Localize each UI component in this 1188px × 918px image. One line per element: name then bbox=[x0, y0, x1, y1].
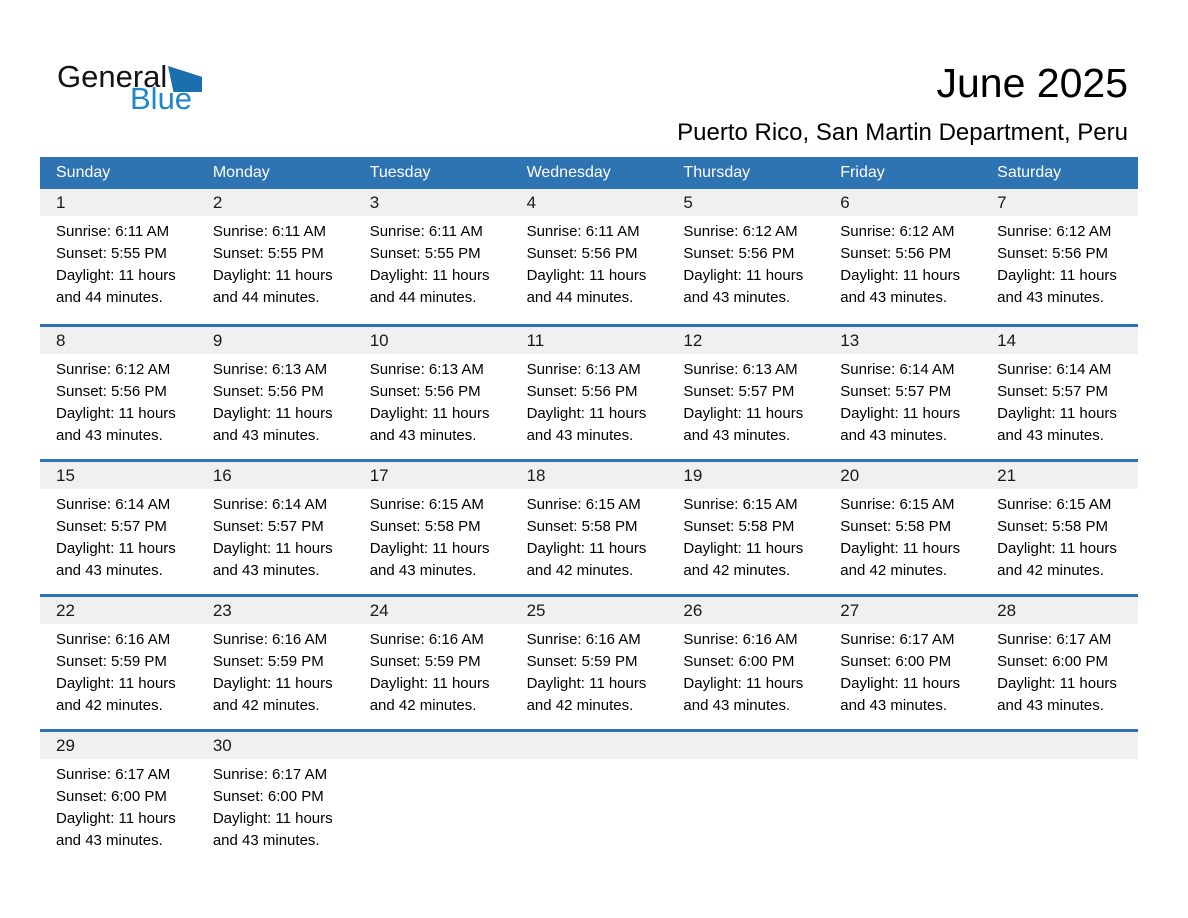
detail-line: Sunrise: 6:17 AM bbox=[56, 766, 171, 783]
detail-line: Sunrise: 6:11 AM bbox=[369, 223, 483, 240]
detail-line: and 43 minutes. bbox=[683, 289, 791, 306]
detail-line: Daylight: 11 hours bbox=[526, 405, 647, 422]
dow-header-saturday: Saturday bbox=[997, 164, 1062, 181]
day-cell bbox=[197, 462, 354, 594]
day-details bbox=[511, 624, 668, 717]
detail-line: and 42 minutes. bbox=[526, 562, 634, 579]
detail-line: Sunset: 5:56 PM bbox=[683, 245, 795, 262]
day-number: 21 bbox=[981, 462, 1138, 489]
day-cell bbox=[511, 327, 668, 459]
month-title: June 2025 bbox=[936, 60, 1128, 106]
detail-line: Daylight: 11 hours bbox=[369, 540, 490, 557]
detail-line: Sunset: 5:59 PM bbox=[526, 653, 638, 670]
day-number: 20 bbox=[824, 462, 981, 489]
empty-day-cell bbox=[354, 732, 511, 864]
location-subtitle: Puerto Rico, San Martin Department, Peru bbox=[677, 119, 1128, 146]
detail-line: and 43 minutes. bbox=[212, 562, 320, 579]
detail-line: Sunset: 5:57 PM bbox=[56, 518, 167, 535]
day-number: 24 bbox=[354, 597, 511, 624]
detail-line: and 43 minutes. bbox=[212, 832, 320, 849]
calendar-weeks bbox=[40, 189, 1138, 864]
detail-line: Sunrise: 6:14 AM bbox=[212, 496, 328, 513]
day-number: 26 bbox=[667, 597, 824, 624]
detail-line: and 43 minutes. bbox=[683, 427, 791, 444]
detail-line: Sunrise: 6:16 AM bbox=[683, 631, 798, 648]
day-details bbox=[981, 489, 1138, 582]
detail-line: and 42 minutes. bbox=[212, 697, 320, 714]
detail-line: Sunrise: 6:16 AM bbox=[212, 631, 328, 648]
day-cell bbox=[354, 597, 511, 729]
day-cell bbox=[667, 462, 824, 594]
detail-line: Sunrise: 6:14 AM bbox=[840, 361, 955, 378]
logo-text-general: General bbox=[57, 59, 168, 94]
day-number: 14 bbox=[981, 327, 1138, 354]
empty-day-cell bbox=[511, 732, 668, 864]
day-number: 22 bbox=[40, 597, 197, 624]
detail-line: Sunset: 5:56 PM bbox=[212, 383, 324, 400]
day-details bbox=[824, 354, 981, 447]
detail-line: and 43 minutes. bbox=[56, 427, 163, 444]
detail-line: Sunset: 6:00 PM bbox=[997, 653, 1109, 670]
calendar-table bbox=[40, 157, 1138, 864]
day-details bbox=[40, 624, 197, 717]
detail-line: Sunrise: 6:12 AM bbox=[840, 223, 955, 240]
day-cell bbox=[667, 189, 824, 324]
day-cell bbox=[197, 327, 354, 459]
detail-line: Sunset: 5:56 PM bbox=[526, 383, 638, 400]
detail-line: Sunrise: 6:11 AM bbox=[526, 223, 640, 240]
detail-line: Daylight: 11 hours bbox=[56, 810, 176, 827]
dow-header-sunday: Sunday bbox=[56, 164, 111, 181]
day-number: 1 bbox=[40, 189, 197, 216]
dow-header-thursday: Thursday bbox=[683, 164, 751, 181]
week-row bbox=[40, 324, 1138, 459]
day-details bbox=[40, 759, 197, 852]
day-details bbox=[667, 489, 824, 582]
detail-line: and 42 minutes. bbox=[369, 697, 477, 714]
day-cell bbox=[197, 189, 354, 324]
day-number: 11 bbox=[511, 327, 668, 354]
detail-line: Daylight: 11 hours bbox=[369, 405, 490, 422]
detail-line: Sunrise: 6:15 AM bbox=[369, 496, 484, 513]
detail-line: Daylight: 11 hours bbox=[526, 675, 647, 692]
day-number bbox=[354, 732, 511, 759]
detail-line: Daylight: 11 hours bbox=[683, 405, 804, 422]
detail-line: Sunset: 5:58 PM bbox=[369, 518, 481, 535]
empty-day-cell bbox=[667, 732, 824, 864]
day-number: 13 bbox=[824, 327, 981, 354]
day-number: 27 bbox=[824, 597, 981, 624]
detail-line: Daylight: 11 hours bbox=[212, 675, 333, 692]
day-cell bbox=[40, 732, 197, 864]
week-row bbox=[40, 459, 1138, 594]
detail-line: and 42 minutes. bbox=[526, 697, 634, 714]
detail-line: Sunrise: 6:13 AM bbox=[683, 361, 798, 378]
day-details bbox=[354, 624, 511, 717]
day-details bbox=[511, 216, 668, 309]
detail-line: Sunset: 5:58 PM bbox=[683, 518, 795, 535]
day-cell bbox=[981, 597, 1138, 729]
day-details bbox=[981, 624, 1138, 717]
day-details bbox=[197, 354, 354, 447]
detail-line: Sunrise: 6:16 AM bbox=[56, 631, 171, 648]
detail-line: Sunset: 5:58 PM bbox=[840, 518, 952, 535]
detail-line: Sunrise: 6:15 AM bbox=[683, 496, 798, 513]
day-cell bbox=[354, 189, 511, 324]
detail-line: Sunset: 6:00 PM bbox=[212, 788, 324, 805]
detail-line: Sunset: 6:00 PM bbox=[683, 653, 795, 670]
detail-line: Daylight: 11 hours bbox=[526, 267, 647, 284]
detail-line: Sunrise: 6:15 AM bbox=[526, 496, 641, 513]
day-cell bbox=[511, 597, 668, 729]
dow-header-monday: Monday bbox=[212, 164, 270, 181]
detail-line: Sunset: 5:55 PM bbox=[56, 245, 167, 262]
detail-line: Sunset: 5:57 PM bbox=[840, 383, 952, 400]
day-number: 5 bbox=[667, 189, 824, 216]
detail-line: Daylight: 11 hours bbox=[997, 267, 1117, 284]
day-cell bbox=[511, 462, 668, 594]
day-number: 8 bbox=[40, 327, 197, 354]
detail-line: Sunrise: 6:11 AM bbox=[212, 223, 326, 240]
day-details bbox=[824, 489, 981, 582]
detail-line: Sunset: 5:56 PM bbox=[997, 245, 1109, 262]
detail-line: Daylight: 11 hours bbox=[526, 540, 647, 557]
detail-line: Daylight: 11 hours bbox=[840, 675, 961, 692]
day-cell bbox=[824, 597, 981, 729]
day-cell bbox=[981, 462, 1138, 594]
day-number bbox=[981, 732, 1138, 759]
detail-line: Daylight: 11 hours bbox=[840, 267, 961, 284]
detail-line: Daylight: 11 hours bbox=[212, 267, 333, 284]
detail-line: Sunset: 5:56 PM bbox=[526, 245, 638, 262]
day-cell bbox=[40, 597, 197, 729]
day-number: 2 bbox=[197, 189, 354, 216]
detail-line: Sunset: 6:00 PM bbox=[840, 653, 952, 670]
day-number: 18 bbox=[511, 462, 668, 489]
day-cell bbox=[824, 327, 981, 459]
day-details bbox=[667, 624, 824, 717]
day-number: 23 bbox=[197, 597, 354, 624]
detail-line: Daylight: 11 hours bbox=[840, 540, 961, 557]
detail-line: Sunrise: 6:12 AM bbox=[683, 223, 798, 240]
detail-line: Daylight: 11 hours bbox=[56, 675, 176, 692]
day-cell bbox=[981, 189, 1138, 324]
detail-line: and 42 minutes. bbox=[683, 562, 791, 579]
detail-line: Sunrise: 6:16 AM bbox=[526, 631, 641, 648]
detail-line: and 43 minutes. bbox=[840, 697, 948, 714]
day-cell bbox=[667, 327, 824, 459]
day-number: 6 bbox=[824, 189, 981, 216]
detail-line: Sunrise: 6:17 AM bbox=[997, 631, 1112, 648]
day-number bbox=[667, 732, 824, 759]
detail-line: Sunset: 5:59 PM bbox=[212, 653, 324, 670]
day-details bbox=[824, 216, 981, 309]
detail-line: Sunset: 5:56 PM bbox=[56, 383, 167, 400]
day-number: 29 bbox=[40, 732, 197, 759]
day-number: 19 bbox=[667, 462, 824, 489]
day-cell bbox=[197, 597, 354, 729]
day-number: 17 bbox=[354, 462, 511, 489]
day-cell bbox=[40, 462, 197, 594]
detail-line: Sunrise: 6:16 AM bbox=[369, 631, 484, 648]
day-details bbox=[981, 354, 1138, 447]
detail-line: Sunset: 5:58 PM bbox=[997, 518, 1109, 535]
day-details bbox=[667, 354, 824, 447]
day-details bbox=[197, 759, 354, 852]
detail-line: Sunrise: 6:13 AM bbox=[526, 361, 641, 378]
day-cell bbox=[354, 462, 511, 594]
day-cell bbox=[511, 189, 668, 324]
detail-line: and 43 minutes. bbox=[997, 697, 1104, 714]
day-details bbox=[667, 216, 824, 309]
page-header bbox=[0, 0, 1188, 157]
detail-line: and 43 minutes. bbox=[56, 832, 163, 849]
detail-line: Sunrise: 6:11 AM bbox=[56, 223, 170, 240]
week-row bbox=[40, 729, 1138, 864]
detail-line: Daylight: 11 hours bbox=[683, 675, 804, 692]
day-details bbox=[981, 216, 1138, 309]
week-row bbox=[40, 189, 1138, 324]
detail-line: Sunset: 5:57 PM bbox=[997, 383, 1109, 400]
detail-line: Daylight: 11 hours bbox=[683, 540, 804, 557]
detail-line: Daylight: 11 hours bbox=[212, 540, 333, 557]
detail-line: Sunrise: 6:15 AM bbox=[840, 496, 955, 513]
day-number: 12 bbox=[667, 327, 824, 354]
day-number bbox=[511, 732, 668, 759]
day-details bbox=[197, 489, 354, 582]
detail-line: and 44 minutes. bbox=[56, 289, 163, 306]
detail-line: and 43 minutes. bbox=[840, 289, 948, 306]
detail-line: Sunset: 5:55 PM bbox=[212, 245, 324, 262]
detail-line: and 43 minutes. bbox=[997, 427, 1104, 444]
detail-line: Sunset: 5:57 PM bbox=[212, 518, 324, 535]
detail-line: Sunrise: 6:14 AM bbox=[997, 361, 1112, 378]
detail-line: Daylight: 11 hours bbox=[56, 540, 176, 557]
detail-line: and 43 minutes. bbox=[997, 289, 1104, 306]
day-cell bbox=[667, 597, 824, 729]
detail-line: and 43 minutes. bbox=[369, 562, 477, 579]
day-details bbox=[40, 216, 197, 309]
detail-line: and 43 minutes. bbox=[840, 427, 948, 444]
detail-line: Daylight: 11 hours bbox=[683, 267, 804, 284]
detail-line: Daylight: 11 hours bbox=[56, 405, 176, 422]
week-row bbox=[40, 594, 1138, 729]
detail-line: Sunset: 5:58 PM bbox=[526, 518, 638, 535]
day-cell bbox=[824, 189, 981, 324]
detail-line: and 43 minutes. bbox=[369, 427, 477, 444]
day-number: 10 bbox=[354, 327, 511, 354]
detail-line: Sunset: 6:00 PM bbox=[56, 788, 167, 805]
detail-line: and 43 minutes. bbox=[212, 427, 320, 444]
day-cell bbox=[981, 327, 1138, 459]
dow-header-friday: Friday bbox=[840, 164, 885, 181]
detail-line: Sunrise: 6:13 AM bbox=[212, 361, 328, 378]
detail-line: Sunrise: 6:15 AM bbox=[997, 496, 1112, 513]
day-details bbox=[511, 354, 668, 447]
day-number bbox=[824, 732, 981, 759]
detail-line: Daylight: 11 hours bbox=[212, 810, 333, 827]
detail-line: Sunrise: 6:12 AM bbox=[997, 223, 1112, 240]
day-number: 4 bbox=[511, 189, 668, 216]
detail-line: Sunset: 5:59 PM bbox=[369, 653, 481, 670]
logo-text-blue: Blue bbox=[130, 81, 193, 116]
day-number: 7 bbox=[981, 189, 1138, 216]
detail-line: Daylight: 11 hours bbox=[997, 405, 1117, 422]
day-details bbox=[197, 624, 354, 717]
detail-line: Sunrise: 6:12 AM bbox=[56, 361, 171, 378]
day-of-week-header-row bbox=[40, 157, 1138, 189]
day-cell bbox=[40, 189, 197, 324]
day-number: 28 bbox=[981, 597, 1138, 624]
day-cell bbox=[197, 732, 354, 864]
detail-line: and 44 minutes. bbox=[526, 289, 634, 306]
detail-line: and 42 minutes. bbox=[840, 562, 948, 579]
day-number: 3 bbox=[354, 189, 511, 216]
detail-line: and 44 minutes. bbox=[369, 289, 477, 306]
detail-line: and 42 minutes. bbox=[997, 562, 1104, 579]
detail-line: Sunset: 5:57 PM bbox=[683, 383, 795, 400]
day-number: 15 bbox=[40, 462, 197, 489]
title-block bbox=[677, 60, 1128, 148]
day-details bbox=[354, 216, 511, 309]
day-number: 25 bbox=[511, 597, 668, 624]
detail-line: Daylight: 11 hours bbox=[56, 267, 176, 284]
detail-line: Daylight: 11 hours bbox=[997, 675, 1117, 692]
empty-day-cell bbox=[981, 732, 1138, 864]
detail-line: Daylight: 11 hours bbox=[212, 405, 333, 422]
day-details bbox=[354, 489, 511, 582]
day-cell bbox=[824, 462, 981, 594]
day-number: 30 bbox=[197, 732, 354, 759]
dow-header-wednesday: Wednesday bbox=[526, 164, 611, 181]
day-number: 16 bbox=[197, 462, 354, 489]
detail-line: Sunrise: 6:17 AM bbox=[212, 766, 328, 783]
day-details bbox=[824, 624, 981, 717]
day-details bbox=[40, 489, 197, 582]
day-details bbox=[511, 489, 668, 582]
general-blue-logo bbox=[57, 59, 202, 116]
detail-line: and 44 minutes. bbox=[212, 289, 320, 306]
detail-line: and 42 minutes. bbox=[56, 697, 163, 714]
day-number: 9 bbox=[197, 327, 354, 354]
day-cell bbox=[354, 327, 511, 459]
detail-line: Sunset: 5:56 PM bbox=[840, 245, 952, 262]
dow-header-tuesday: Tuesday bbox=[369, 164, 431, 181]
day-cell bbox=[40, 327, 197, 459]
day-details bbox=[40, 354, 197, 447]
detail-line: Daylight: 11 hours bbox=[840, 405, 961, 422]
detail-line: and 43 minutes. bbox=[56, 562, 163, 579]
detail-line: Daylight: 11 hours bbox=[369, 675, 490, 692]
detail-line: and 43 minutes. bbox=[526, 427, 634, 444]
detail-line: Daylight: 11 hours bbox=[997, 540, 1117, 557]
day-details bbox=[354, 354, 511, 447]
detail-line: and 43 minutes. bbox=[683, 697, 791, 714]
detail-line: Daylight: 11 hours bbox=[369, 267, 490, 284]
day-details bbox=[197, 216, 354, 309]
detail-line: Sunrise: 6:17 AM bbox=[840, 631, 955, 648]
empty-day-cell bbox=[824, 732, 981, 864]
detail-line: Sunrise: 6:14 AM bbox=[56, 496, 171, 513]
detail-line: Sunset: 5:56 PM bbox=[369, 383, 481, 400]
detail-line: Sunset: 5:59 PM bbox=[56, 653, 167, 670]
detail-line: Sunrise: 6:13 AM bbox=[369, 361, 484, 378]
detail-line: Sunset: 5:55 PM bbox=[369, 245, 481, 262]
